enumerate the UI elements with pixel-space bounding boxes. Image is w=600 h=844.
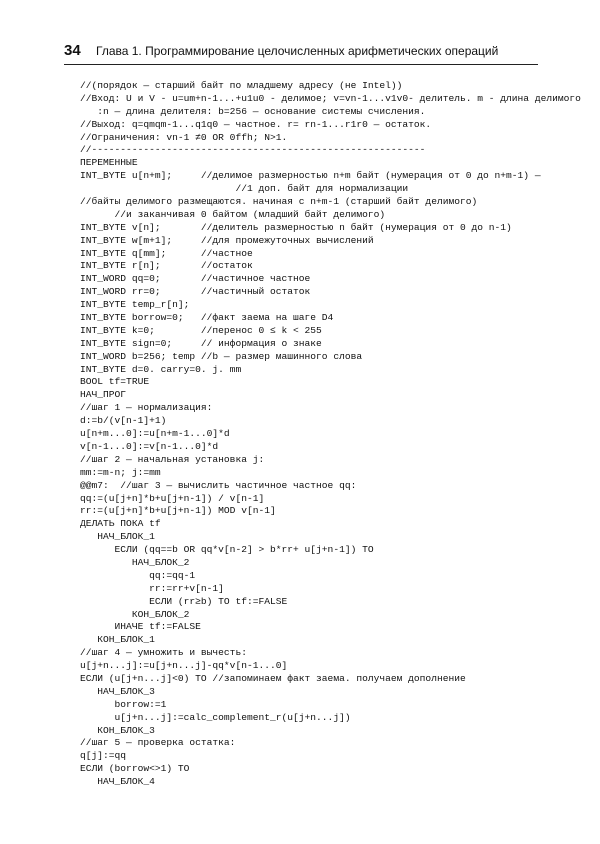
code-line: INT_WORD qq=0; //частичное частное (80, 273, 311, 285)
code-line: //1 доп. байт для нормализации (80, 183, 409, 195)
code-line: НАЧ_БЛОК_1 (80, 531, 155, 543)
code-line: INT_BYTE q[mm]; //частное (80, 247, 253, 259)
code-line: НАЧ_БЛОК_3 (80, 685, 155, 697)
code-line: :n — длина делителя: b=256 — основание системы счисления. (80, 105, 426, 117)
code-line: qq:=(u[j+n]*b+u[j+n-1]) / v[n-1] (80, 492, 265, 504)
code-line: //и заканчивая 0 байтом (младший байт делимого) (80, 208, 386, 220)
code-line: INT_BYTE borrow=0; //факт заема на шаге D4 (80, 312, 334, 324)
code-line: qq:=qq-1 (80, 569, 196, 581)
code-line: INT_BYTE u[n+m]; //делимое размерностью n+m байт (нумерация от 0 до n+m-1) — (80, 170, 541, 182)
code-line: ЕСЛИ (rr≥b) TO tf:=FALSE (80, 595, 288, 607)
code-line: НАЧ_БЛОК_2 (80, 556, 190, 568)
code-line: ЕСЛИ (borrow<>1) TO (80, 763, 190, 775)
code-line: INT_WORD rr=0; //частичный остаток (80, 286, 311, 298)
code-line: //байты делимого размещаются. начиная с n+m-1 (старший байт делимого) (80, 196, 478, 208)
code-line: //(порядок — старший байт по младшему адресу (не Intel)) (80, 80, 403, 91)
code-line: u[n+m...0]:=u[n+m-1...0]*d (80, 428, 230, 440)
code-line: INT_BYTE k=0; //перенос 0 ≤ k < 255 (80, 324, 322, 336)
code-line: q[j]:=qq (80, 750, 127, 762)
code-line: КОН_БЛОК_3 (80, 724, 155, 736)
code-line: //Выход: q=qmqm-1...q1q0 — частное. r= rn-1...r1r0 — остаток. (80, 118, 432, 130)
code-line: borrow:=1 (80, 698, 167, 710)
code-line: rr:=(u[j+n]*b+u[j+n-1]) MOD v[n-1] (80, 505, 276, 517)
code-line: НАЧ_ПРОГ (80, 389, 127, 401)
code-line: u[j+n...j]:=u[j+n...j]-qq*v[n-1...0] (80, 660, 288, 672)
code-line: //Ограничения: vn-1 ≠0 OR 0ffh; N>1. (80, 131, 288, 143)
code-line: INT_BYTE d=0. carry=0. j. mm (80, 363, 242, 375)
code-line: INT_BYTE temp_r[n]; (80, 299, 190, 311)
code-line: //Вход: U и V - u=um+n-1...+u1u0 - делимое; v=vn-1...v1v0- делитель. m - длина делимого (80, 92, 581, 104)
code-line: КОН_БЛОК_1 (80, 634, 155, 646)
code-line: //---------------------------------------------------------- (80, 144, 426, 156)
chapter-title: Глава 1. Программирование целочисленных арифметических операций (96, 44, 499, 58)
code-line: INT_WORD b=256; temp //b — размер машинного слова (80, 350, 363, 362)
code-line: //шаг 4 — умножить и вычесть: (80, 647, 247, 659)
code-line: //шаг 2 — начальная установка j: (80, 453, 265, 465)
page-header (64, 42, 544, 64)
code-line: BOOL tf=TRUE (80, 376, 150, 388)
code-line: INT_BYTE w[m+1]; //для промежуточных вычислений (80, 234, 374, 246)
code-line: mm:=m-n; j:=mm (80, 466, 161, 478)
code-line: ДЕЛАТЬ ПОКА tf (80, 518, 161, 530)
code-line: INT_BYTE r[n]; //остаток (80, 260, 253, 272)
code-line: НАЧ_БЛОК_4 (80, 776, 155, 788)
code-line: u[j+n...j]:=calc_complement_r(u[j+n...j]) (80, 711, 351, 723)
code-line: d:=b/(v[n-1]+1) (80, 415, 167, 427)
code-line: v[n-1...0]:=v[n-1...0]*d (80, 440, 219, 452)
code-line: ЕСЛИ (u[j+n...j]<0) TO //запоминаем факт заема. получаем дополнение (80, 672, 466, 684)
code-line: ИНАЧЕ tf:=FALSE (80, 621, 201, 633)
code-listing (80, 80, 581, 789)
code-line: @@m7: //шаг 3 — вычислить частичное частное qq: (80, 479, 357, 491)
code-line: ЕСЛИ (qq==b OR qq*v[n-2] > b*rr+ u[j+n-1]) TO (80, 544, 374, 556)
code-line: INT_BYTE v[n]; //делитель размерностью n байт (нумерация от 0 до n-1) (80, 221, 512, 233)
code-line: ПЕРЕМЕННЫЕ (80, 157, 138, 169)
code-line: //шаг 5 — проверка остатка: (80, 737, 236, 749)
code-line: INT_BYTE sign=0; // информация о знаке (80, 337, 322, 349)
code-line: //шаг 1 — нормализация: (80, 402, 213, 414)
code-line: КОН_БЛОК_2 (80, 608, 190, 620)
page-number: 34 (64, 42, 81, 59)
header-rule (64, 64, 538, 65)
code-line: rr:=rr+v[n-1] (80, 582, 224, 594)
